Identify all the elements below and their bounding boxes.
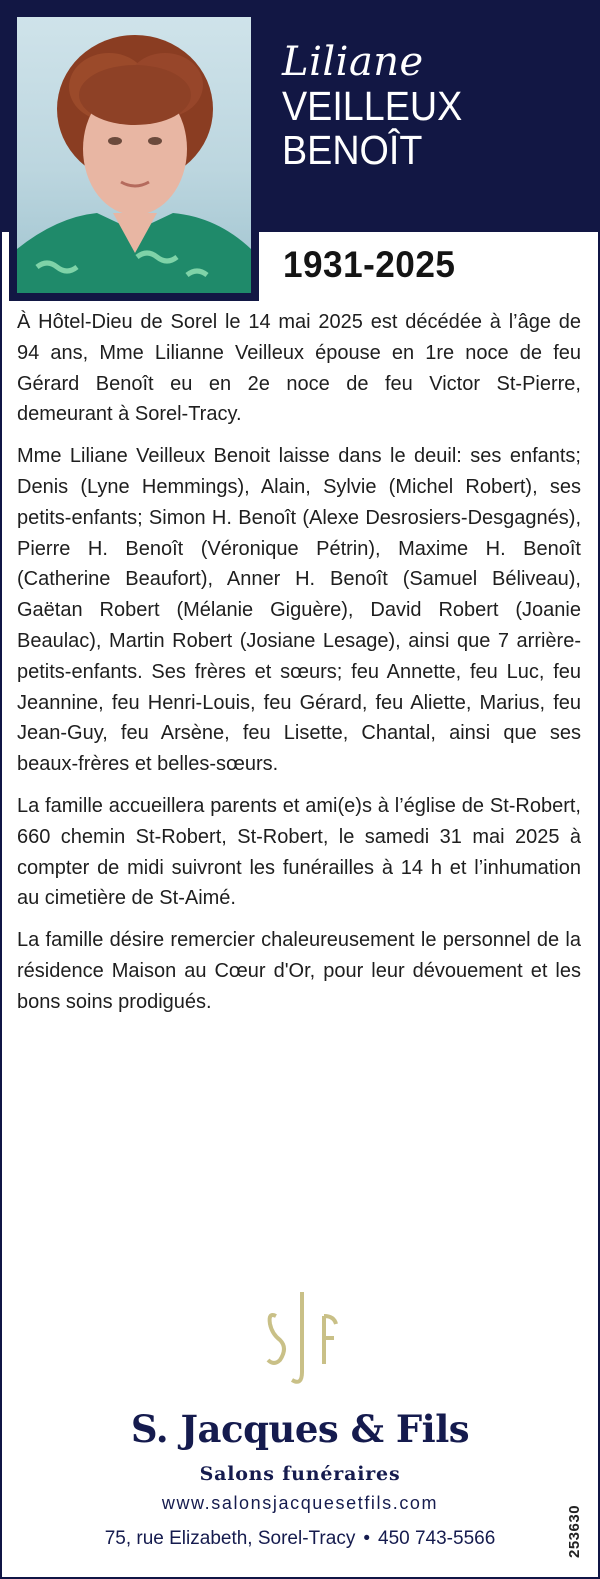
separator-bullet: • <box>363 1528 370 1549</box>
funeral-home-subtitle: Salons funéraires <box>199 1463 401 1485</box>
deceased-name <box>282 40 478 172</box>
portrait-illustration <box>17 17 251 293</box>
funeral-home-phone: 450 743-5566 <box>378 1528 496 1549</box>
life-years: 1931-2025 <box>283 244 456 285</box>
obituary-text <box>17 307 581 1029</box>
funeral-home-address: 75, rue Elizabeth, Sorel-Tracy <box>104 1528 356 1549</box>
first-name: Liliane <box>282 39 424 85</box>
portrait-frame <box>9 9 259 301</box>
last-name-line-1: VEILLEUX <box>282 83 463 129</box>
funeral-home-website: www.salonsjacquesetfils.com <box>161 1493 439 1513</box>
sjf-monogram-icon <box>262 1290 342 1388</box>
funeral-home-contact <box>0 1528 600 1550</box>
paragraph-thanks: La famille désire remercier chaleureusement le personnel de la résidence Maison au Cœur d'Or, pour leur dévouement et les bons soins prodigués. <box>17 929 581 1013</box>
paragraph-survivors: Mme Liliane Veilleux Benoit laisse dans le deuil: ses enfants; Denis (Lyne Hemmings), Alain, Sylvie (Michel Robert), ses petits-enfants; Simon H. Benoît (Alexe Desrosiers-Desgagnés), Pierre H. Benoît (Véronique Pétrin), Maxime H. Benoît (Catherine Beaufort), Anner H. Benoît (Samuel Béliveau), Gaëtan Robert (Mélanie Giguère), David Robert (Joanie Beaulac), Martin Robert (Josiane Lesage), ainsi que 7 arrière-petits-enfants. Ses frères et sœurs; feu Annette, feu Luc, feu Jeannine, feu Henri-Louis, feu Gérard, feu Aliette, Marius, feu Jean-Guy, feu Arsène, feu Lisette, Chantal, ainsi que ses beaux-frères et belles-sœurs. <box>17 445 581 776</box>
ad-reference-code: 253630 <box>566 1504 583 1558</box>
funeral-home-name: S. Jacques & Fils <box>130 1407 470 1451</box>
paragraph-death-notice: À Hôtel-Dieu de Sorel le 14 mai 2025 est décédée à l’âge de 94 ans, Mme Lilianne Veilleux épouse en 1re noce de feu Gérard Benoît eu en 2e noce de feu Victor St-Pierre, demeurant à Sorel-Tracy. <box>17 311 581 426</box>
last-name-line-2: BENOÎT <box>282 127 423 173</box>
portrait-photo <box>17 17 251 293</box>
paragraph-funeral-details: La famille accueillera parents et ami(e)s à l’église de St-Robert, 660 chemin St-Robert, St-Robert, le samedi 31 mai 2025 à compter de midi suivront les funérailles à 14 h et l’inhumation au cimetière de St-Aimé. <box>17 794 581 910</box>
